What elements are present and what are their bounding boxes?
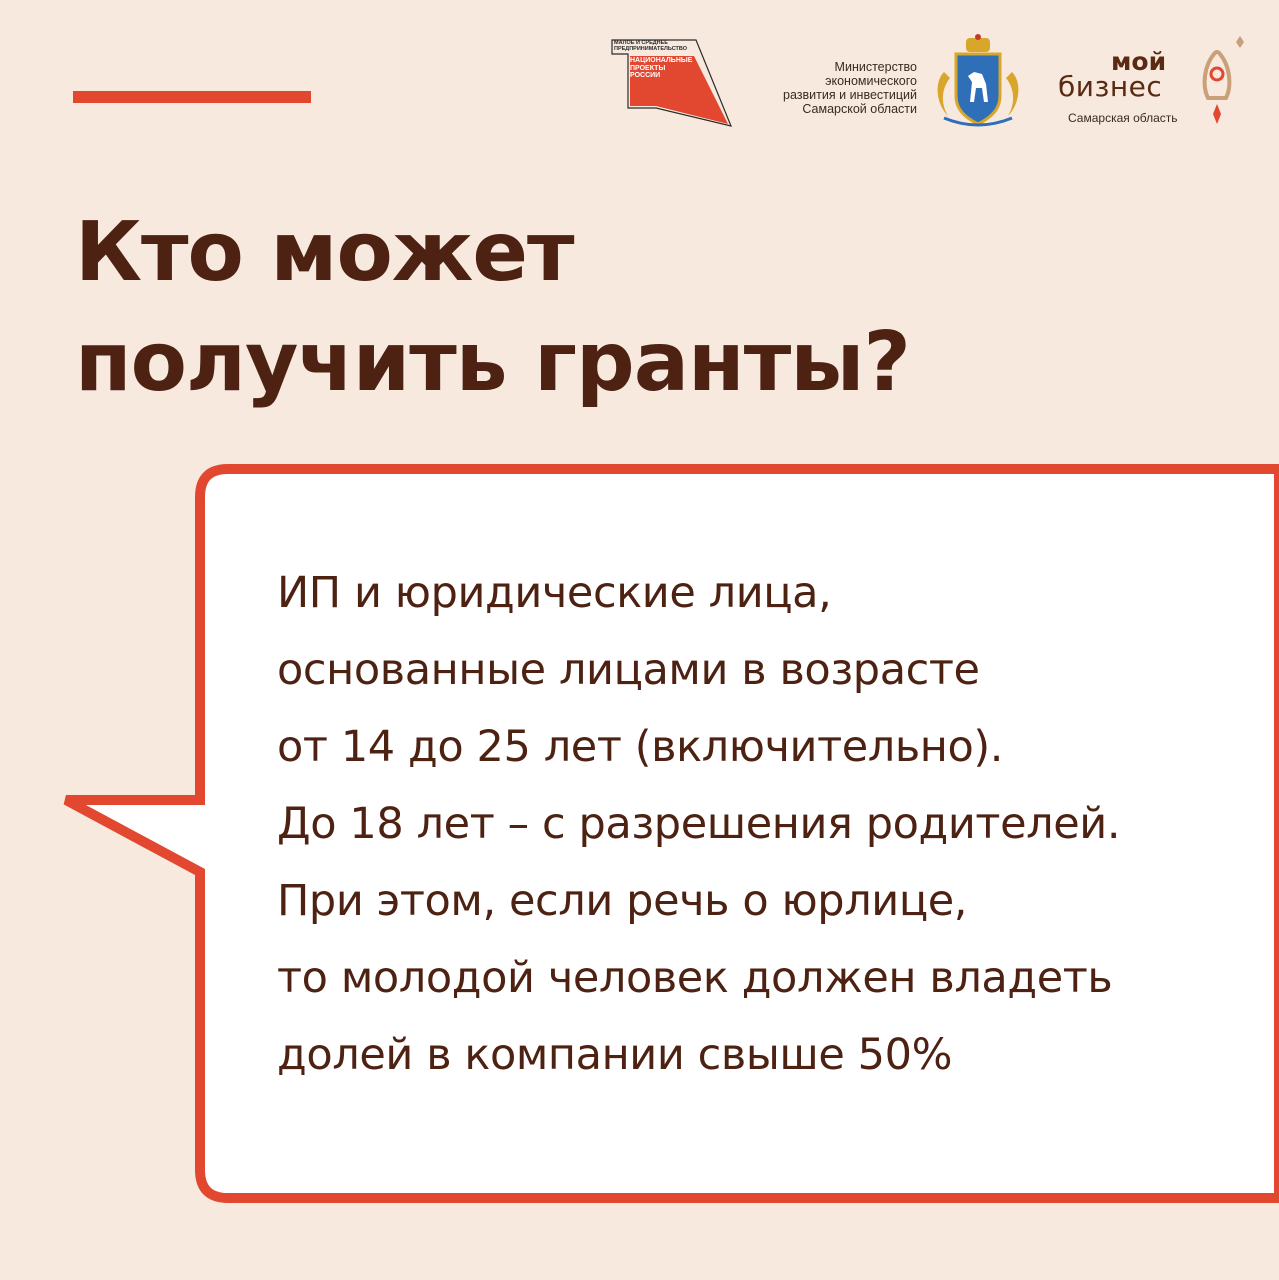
body-text	[277, 555, 1247, 1094]
moy-biznes-word2: бизнес	[1058, 70, 1163, 103]
moy-biznes-region: Самарская область	[1068, 111, 1178, 125]
body-line: ИП и юридические лица,	[277, 568, 832, 618]
title-line-2: получить гранты?	[75, 315, 910, 410]
national-projects-red-text: НАЦИОНАЛЬНЫЕ ПРОЕКТЫ РОССИИ	[630, 57, 693, 79]
national-projects-small-text: МАЛОЕ И СРЕДНЕЕ ПРЕДПРИНИМАТЕЛЬСТВО	[614, 40, 687, 52]
body-line: основанные лицами в возрасте	[277, 645, 980, 695]
body-line: При этом, если речь о юрлице,	[277, 876, 968, 926]
body-line: долей в компании свыше 50%	[277, 1030, 953, 1080]
body-line: До 18 лет – с разрешения родителей.	[277, 799, 1121, 849]
body-line: от 14 до 25 лет (включительно).	[277, 722, 1004, 772]
body-line: то молодой человек должен владеть	[277, 953, 1113, 1003]
moy-biznes-word1: мой	[1111, 47, 1167, 76]
title-line-1: Кто может	[75, 205, 574, 300]
ministry-name: Министерство экономического развития и инвестиций Самарской области	[783, 60, 917, 116]
